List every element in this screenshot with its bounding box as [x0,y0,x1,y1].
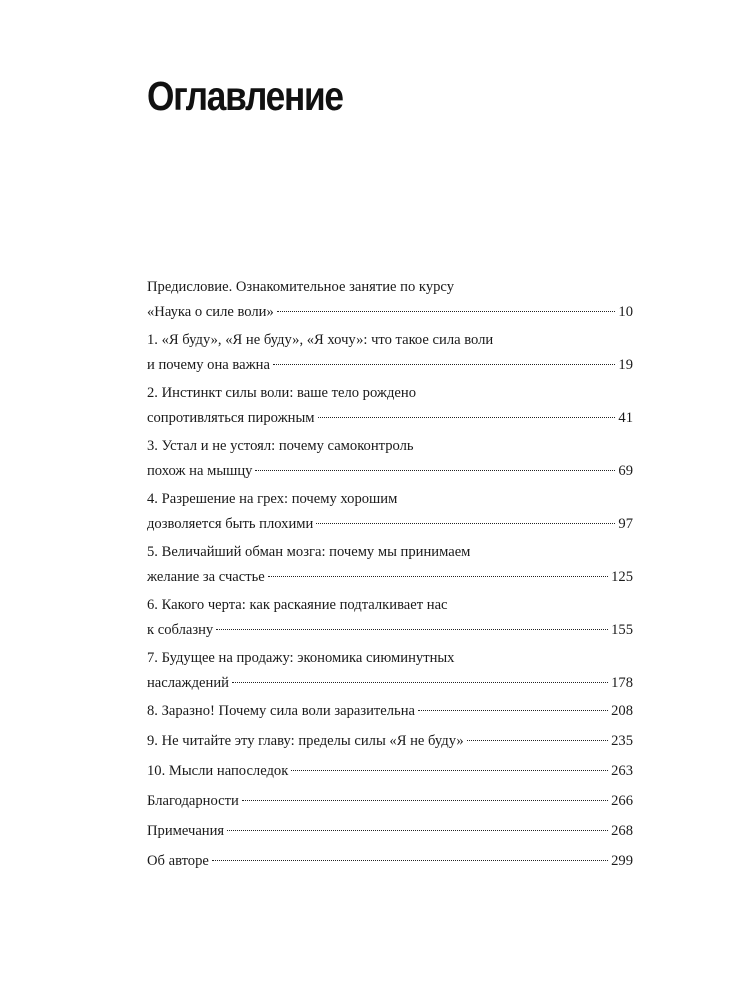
toc-page-number: 178 [611,674,633,691]
toc-page-number: 125 [611,568,633,585]
dot-leader [291,770,608,771]
toc-page-number: 263 [611,763,633,779]
toc-entry-chapter-5 [147,540,633,589]
toc-page-number: 268 [611,823,633,839]
toc-entry-title-cont: похож на мышцу [147,462,253,479]
toc-entry-title: 5. Величайший обман мозга: почему мы принимаем [147,544,471,560]
toc-entry-chapter-6 [147,593,633,642]
toc-entry-title-cont: и почему она важна [147,356,270,373]
toc-page-number: 10 [618,303,633,320]
toc-entry-title-cont: к соблазну [147,621,214,638]
dot-leader [212,860,608,861]
toc-page-number: 19 [618,356,633,373]
toc-entry-title: 7. Будущее на продажу: экономика сиюминутных [147,650,455,666]
toc-entry-title: 4. Разрешение на грех: почему хорошим [147,491,398,507]
toc-page-number: 208 [611,703,633,719]
table-of-contents [147,275,633,879]
toc-entry-chapter-3 [147,434,633,483]
toc-entry-chapter-9 [147,729,633,754]
toc-entry-title: 1. «Я буду», «Я не буду», «Я хочу»: что такое сила воли [147,332,494,348]
toc-entry-chapter-7 [147,646,633,695]
toc-entry-title: 10. Мысли напоследок [147,763,289,779]
toc-page-number: 299 [611,853,633,869]
toc-entry-title: Благодарности [147,793,239,809]
toc-entry-title: Предисловие. Ознакомительное занятие по курсу [147,279,454,295]
dot-leader [318,417,616,418]
toc-entry-about-author [147,849,633,874]
toc-entry-chapter-4 [147,487,633,536]
toc-entry-title: Об авторе [147,853,209,869]
toc-entry-chapter-2 [147,381,633,430]
toc-entry-title-cont: «Наука о силе воли» [147,303,274,320]
page-title: Оглавление [147,73,343,119]
toc-entry-chapter-10 [147,759,633,784]
toc-entry-title-cont: дозволяется быть плохими [147,515,314,532]
toc-page-number: 69 [618,462,633,479]
toc-entry-title: 2. Инстинкт силы воли: ваше тело рождено [147,385,417,401]
toc-entry-preface [147,275,633,324]
toc-page-number: 266 [611,793,633,809]
dot-leader [232,682,608,683]
toc-entry-chapter-1 [147,328,633,377]
dot-leader [418,710,608,711]
dot-leader [316,523,615,524]
toc-entry-acknowledgements [147,789,633,814]
toc-entry-title: 8. Заразно! Почему сила воли заразительна [147,703,415,719]
toc-entry-notes [147,819,633,844]
dot-leader [255,470,615,471]
dot-leader [268,576,608,577]
toc-entry-title-cont: желание за счастье [147,568,265,585]
toc-entry-title: Примечания [147,823,225,839]
toc-page-number: 41 [618,409,633,426]
dot-leader [273,364,615,365]
toc-entry-title: 3. Устал и не устоял: почему самоконтроль [147,438,414,454]
dot-leader [277,311,616,312]
toc-entry-chapter-8 [147,699,633,724]
toc-entry-title-cont: наслаждений [147,674,229,691]
toc-page-number: 97 [618,515,633,532]
toc-page-number: 155 [611,621,633,638]
toc-entry-title: 6. Какого черта: как раскаяние подталкивает нас [147,597,448,613]
dot-leader [216,629,608,630]
dot-leader [227,830,608,831]
toc-entry-title: 9. Не читайте эту главу: пределы силы «Я не буду» [147,733,464,749]
dot-leader [467,740,608,741]
toc-page-number: 235 [611,733,633,749]
toc-entry-title-cont: сопротивляться пирожным [147,409,315,426]
dot-leader [242,800,608,801]
